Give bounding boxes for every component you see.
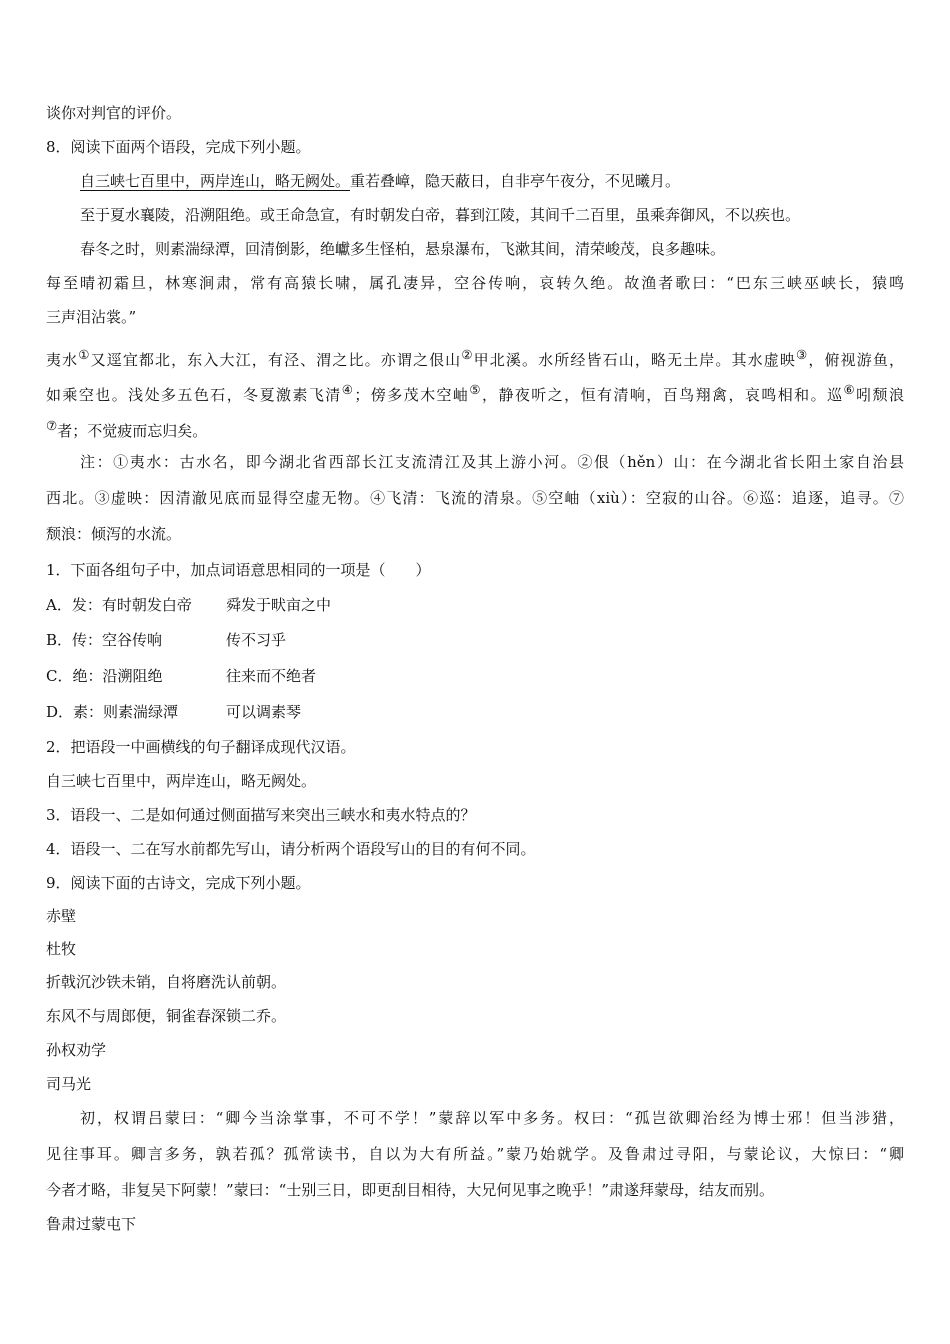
option-a bbox=[46, 595, 331, 615]
option-b bbox=[46, 630, 286, 650]
option-right: 可以调素琴 bbox=[226, 703, 302, 721]
text-span: 吲颓浪 bbox=[856, 386, 904, 404]
text-span: 甲北溪。水所经皆石山，略无土岸。其水虚映 bbox=[473, 351, 797, 369]
footnote-mark: ③ bbox=[796, 347, 809, 362]
poem-title: 赤壁 bbox=[46, 907, 77, 925]
option-left: A．发：有时朝发白帝 bbox=[46, 596, 192, 614]
passage-2-line bbox=[46, 380, 904, 405]
text-span: ，俯视游鱼， bbox=[808, 351, 904, 369]
sub-question-2: 2．把语段一中画横线的句子翻译成现代汉语。 bbox=[46, 738, 356, 756]
poem-line: 折戟沉沙铁未销，自将磨洗认前朝。 bbox=[46, 973, 287, 991]
passage-2-line bbox=[46, 416, 207, 441]
poem-author: 杜牧 bbox=[46, 940, 77, 958]
text-span: ，静夜听之，恒有清响，百鸟翔禽，哀鸣相和。巡 bbox=[482, 386, 844, 404]
option-right: 舜发于畎亩之中 bbox=[226, 596, 332, 614]
text-line: 自三峡七百里中，两岸连山，略无阙处。 bbox=[46, 772, 317, 790]
footnote-mark: ④ bbox=[341, 382, 355, 397]
footnote-mark: ⑥ bbox=[843, 382, 857, 397]
notes-line: 颓浪：倾泻的水流。 bbox=[46, 525, 182, 543]
text-line: 谈你对判官的评价。 bbox=[46, 104, 182, 122]
option-left: D．素：则素湍绿潭 bbox=[46, 703, 179, 721]
footnote-mark: ① bbox=[78, 347, 91, 362]
passage-1-line: 三声泪沾裳。” bbox=[46, 308, 137, 326]
option-c bbox=[46, 666, 316, 686]
prose-line: 今者才略，非复吴下阿蒙！”蒙曰：“士别三日，即更刮目相待，大兄何见事之晚乎！”肃遂拜蒙母，结友而别。 bbox=[46, 1181, 775, 1199]
text-span: ；傍多茂木空岫 bbox=[354, 386, 470, 404]
text-span: 如乘空也。浅处多五色石，冬夏激素飞清 bbox=[46, 386, 342, 404]
text-span: 夷水 bbox=[46, 351, 79, 369]
prose-title: 孙权劝学 bbox=[46, 1041, 107, 1059]
question-9-heading: 9．阅读下面的古诗文，完成下列小题。 bbox=[46, 874, 311, 892]
option-right: 往来而不绝者 bbox=[226, 667, 317, 685]
text-span: 者；不觉疲而忘归矣。 bbox=[57, 422, 208, 440]
footnote-mark: ⑦ bbox=[46, 418, 58, 433]
underlined-sentence: 自三峡七百里中，两岸连山，略无阙处。 bbox=[80, 172, 351, 190]
notes-line: 注：①夷水：古水名，即今湖北省西部长江支流清江及其上游小河。②佷（hěn）山：在今湖北省长阳土家自治县 bbox=[80, 453, 904, 471]
text-span: 又逕宜都北，东入大江，有泾、渭之比。亦谓之佷山 bbox=[90, 351, 462, 369]
footnote-mark: ② bbox=[461, 347, 474, 362]
prose-line: 见往事耳。卿言多务，孰若孤？孤常读书，自以为大有所益。”蒙乃始就学。及鲁肃过寻阳，与蒙论议，大惊曰：“卿 bbox=[46, 1145, 904, 1163]
prose-author: 司马光 bbox=[46, 1075, 92, 1093]
option-right: 传不习乎 bbox=[226, 631, 287, 649]
prose-line: 初，权谓吕蒙曰：“卿今当涂掌事，不可不学！”蒙辞以军中多务。权曰：“孤岂欲卿治经为博士邪！但当涉猎， bbox=[80, 1109, 904, 1127]
passage-1-line: 至于夏水襄陵，沿溯阻绝。或王命急宣，有时朝发白帝，暮到江陵，其间千二百里，虽乘奔御风，不以疾也。 bbox=[80, 206, 801, 224]
passage-2-line bbox=[46, 345, 904, 370]
option-left: C．绝：沿溯阻绝 bbox=[46, 667, 163, 685]
poem-line: 东风不与周郎便，铜雀春深锁二乔。 bbox=[46, 1007, 287, 1025]
question-8-heading: 8．阅读下面两个语段，完成下列小题。 bbox=[46, 138, 311, 156]
passage-1-line: 每至晴初霜旦，林寒涧肃，常有高猿长啸，属孔凄异，空谷传响，哀转久绝。故渔者歌曰：“巴东三峡巫峡长，猿鸣 bbox=[46, 274, 904, 292]
sub-question-3: 3．语段一、二是如何通过侧面描写来突出三峡水和夷水特点的？ bbox=[46, 806, 476, 824]
notes-line: 西北。③虚映：因清澈见底而显得空虚无物。④飞清：飞流的清泉。⑤空岫（xiù）：空寂的山谷。⑥巡：追逐，追寻。⑦ bbox=[46, 489, 904, 507]
option-d bbox=[46, 702, 301, 722]
text-span: 重若叠嶂，隐天蔽日，自非亭午夜分，不见曦月。 bbox=[350, 172, 681, 190]
sub-question-4: 4．语段一、二在写水前都先写山，请分析两个语段写山的目的有何不同。 bbox=[46, 840, 536, 858]
passage-1-line bbox=[80, 171, 680, 191]
footnote-mark: ⑤ bbox=[469, 382, 483, 397]
passage-1-line: 春冬之时，则素湍绿潭，回清倒影，绝巘多生怪柏，悬泉瀑布，飞漱其间，清荣峻茂，良多趣味。 bbox=[80, 240, 726, 258]
sub-question-1: 1．下面各组句子中，加点词语意思相同的一项是（ ） bbox=[46, 561, 431, 579]
option-left: B．传：空谷传响 bbox=[46, 631, 163, 649]
text-line: 鲁肃过蒙屯下 bbox=[46, 1215, 137, 1233]
